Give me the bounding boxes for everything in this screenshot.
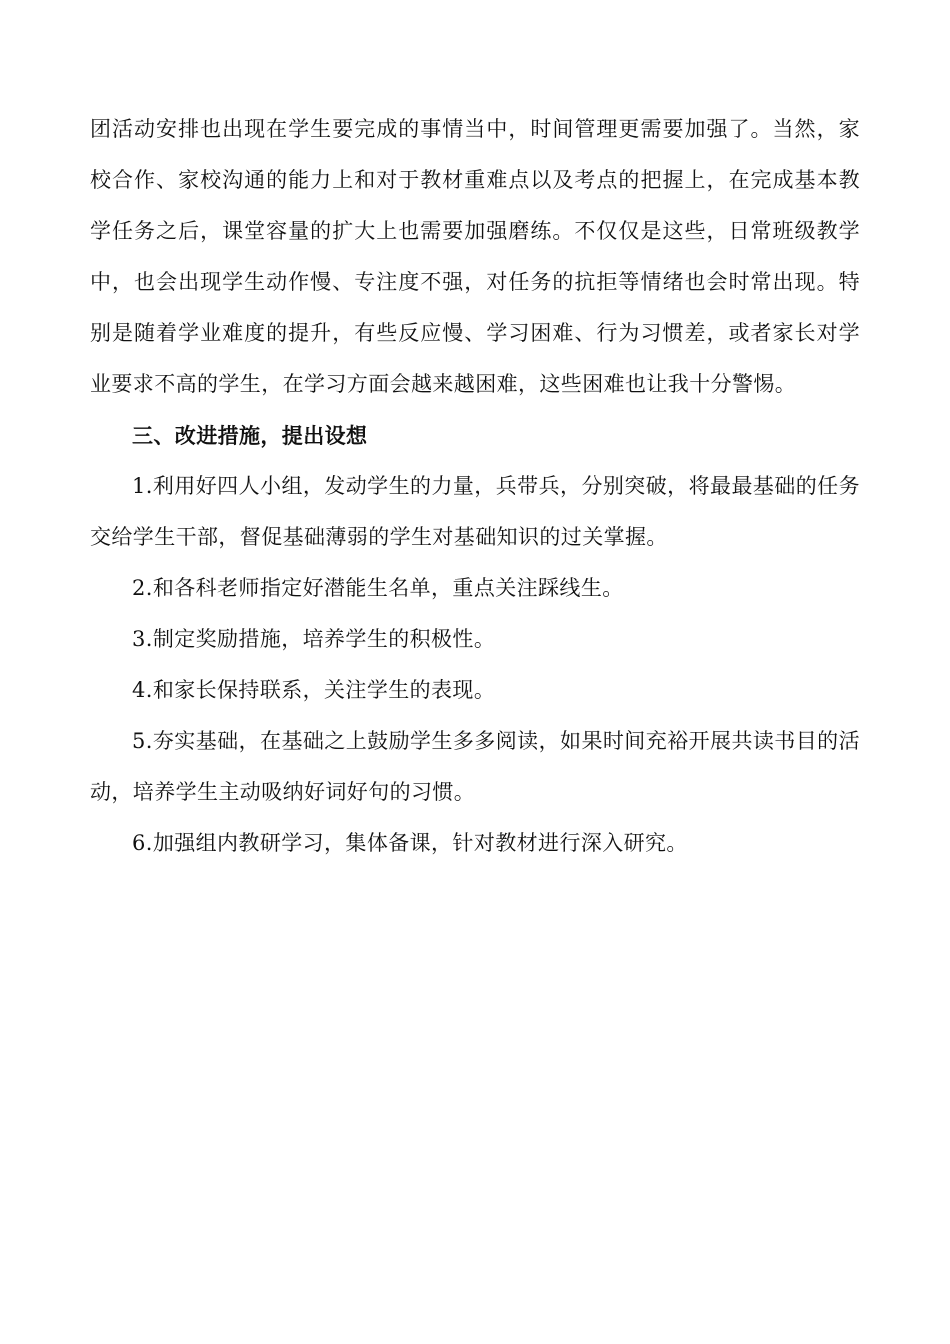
intro-paragraph: 团活动安排也出现在学生要完成的事情当中，时间管理更需要加强了。当然，家校合作、家校沟通的能力上和对于教材重难点以及考点的把握上，在完成基本教学任务之后，课堂容量的扩大上也需要加强磨练。不仅仅是这些，日常班级教学中，也会出现学生动作慢、专注度不强，对任务的抗拒等情绪也会时常出现。特别是随着学业难度的提升，有些反应慢、学习困难、行为习惯差，或者家长对学业要求不高的学生，在学习方面会越来越困难，这些困难也让我十分警惕。 [90,117,860,396]
measure-item-1: 1.利用好四人小组，发动学生的力量，兵带兵，分别突破，将最最基础的任务交给学生干部，督促基础薄弱的学生对基础知识的过关掌握。 [90,474,860,549]
measure-item-5: 5.夯实基础，在基础之上鼓励学生多多阅读，如果时间充裕开展共读书目的活动，培养学生主动吸纳好词好句的习惯。 [90,729,860,804]
measure-item-3: 3.制定奖励措施，培养学生的积极性。 [132,627,496,651]
measure-item-2: 2.和各科老师指定好潜能生名单，重点关注踩线生。 [132,576,624,600]
measure-item-6: 6.加强组内教研学习，集体备课，针对教材进行深入研究。 [132,831,688,855]
document-body [90,104,860,869]
section-heading: 三、改进措施，提出设想 [132,423,368,448]
measure-item-4: 4.和家长保持联系，关注学生的表现。 [132,678,496,702]
